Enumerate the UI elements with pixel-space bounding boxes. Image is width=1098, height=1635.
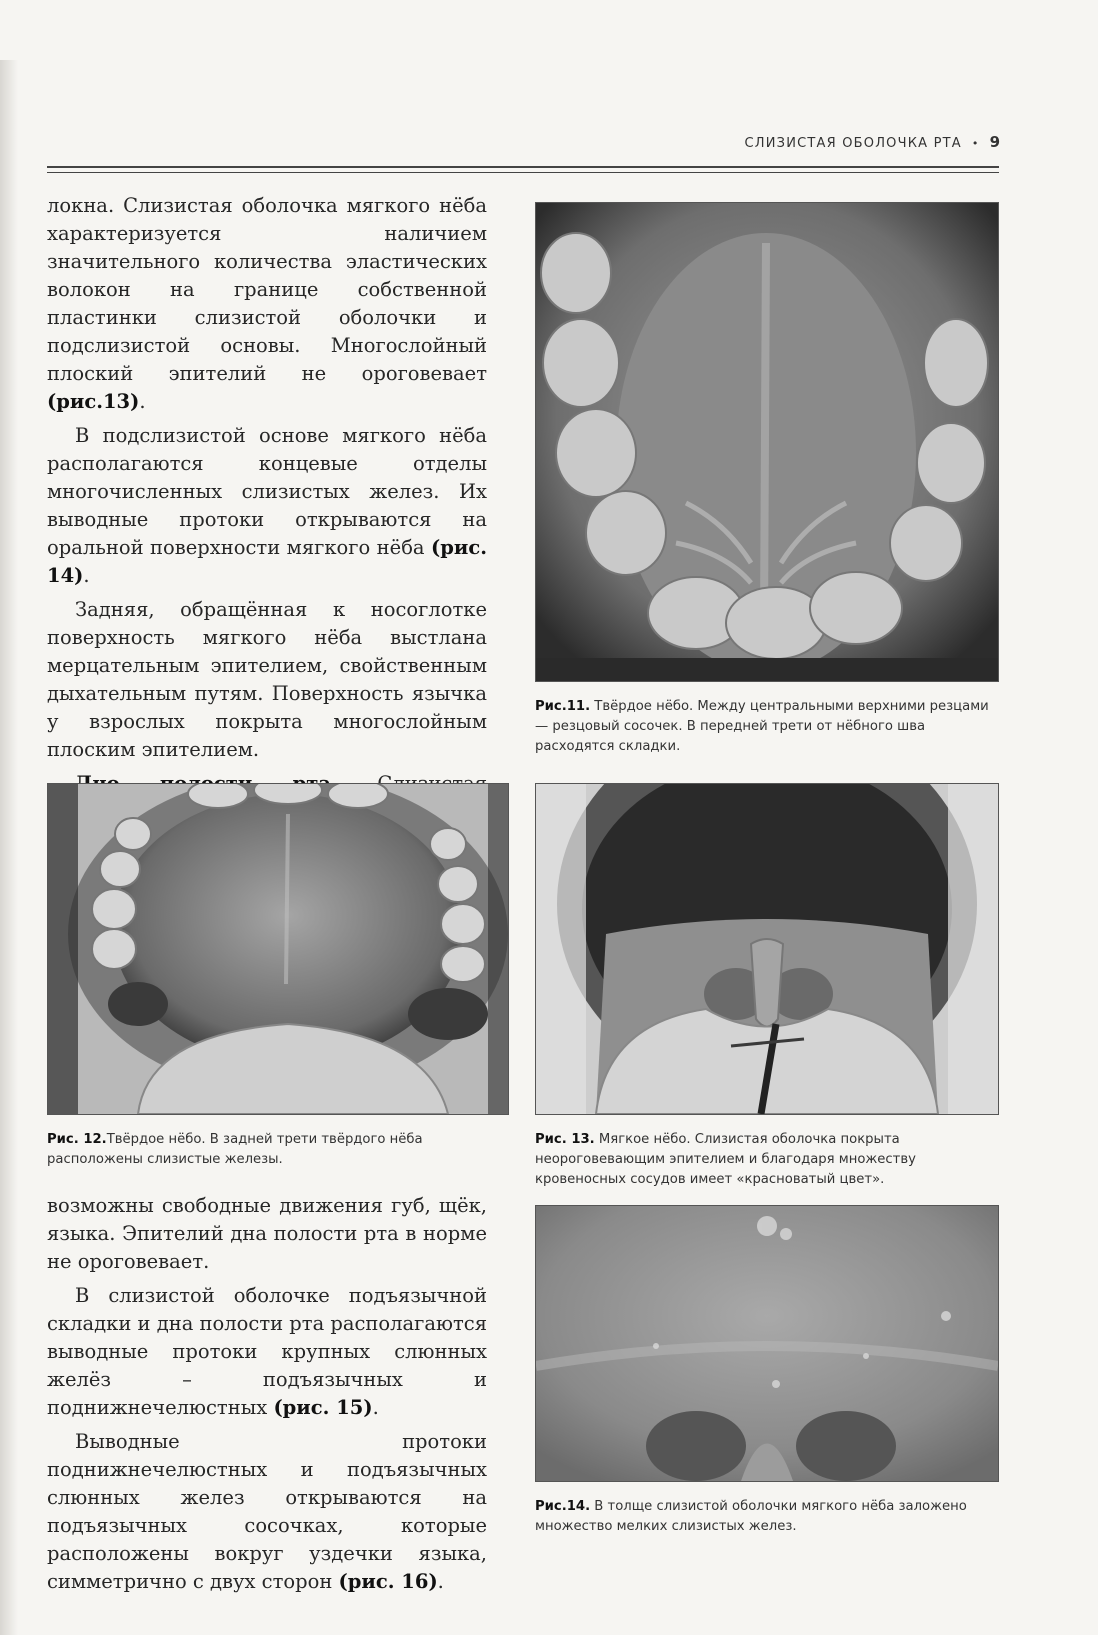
figure-label: Рис.11. bbox=[535, 699, 591, 714]
page-number: 9 bbox=[989, 133, 1000, 151]
figure-13-caption: Рис. 13. Мягкое нёбо. Слизистая оболочка покрыта неороговевающим эпителием и благодаря множеству кровеносных сосудов имеет «красноватый цвет». bbox=[535, 1132, 916, 1187]
paragraph: возможны свободные движения губ, щёк, языка. Эпителий дна полости рта в норме не ороговевает. bbox=[47, 1194, 487, 1273]
running-header bbox=[700, 133, 1000, 151]
hard-palate-photo bbox=[536, 203, 998, 681]
open-mouth-palate-photo bbox=[48, 784, 508, 1114]
paragraph: В подслизистой основе мягкого нёба располагаются концевые отделы многочисленных слизистых желез. Их выводные протоки открываются на оральной поверхности мягкого нёба (рис. 14). bbox=[47, 424, 487, 587]
figure-reference: (рис. 16) bbox=[338, 1570, 438, 1593]
left-column-text-bottom bbox=[47, 1192, 487, 1602]
header-separator: • bbox=[971, 137, 980, 150]
paragraph: локна. Слизистая оболочка мягкого нёба характеризуется наличием значительного количества эластических волокон на границе собственной пластинки слизистой оболочки и подслизистой основы. Многослойный плоский эпителий не ороговевает (рис.13). bbox=[47, 194, 487, 413]
running-title: СЛИЗИСТАЯ ОБОЛОЧКА РТА bbox=[744, 136, 962, 151]
figure-reference: (рис.13) bbox=[47, 390, 140, 413]
figure-12-caption: Рис. 12.Твёрдое нёбо. В задней трети твёрдого нёба расположены слизистые железы. bbox=[47, 1132, 423, 1167]
soft-palate-photo bbox=[536, 784, 998, 1114]
paragraph: В слизистой оболочке подъязычной складки и дна полости рта располагаются выводные протоки крупных слюнных желёз – подъязычных и поднижнечелюстных (рис. 15). bbox=[47, 1284, 488, 1419]
figure-label: Рис. 13. bbox=[535, 1132, 595, 1147]
paragraph: Задняя, обращённая к носоглотке поверхность мягкого нёба выстлана мерцательным эпителием, свойственным дыхательным путям. Поверхность язычка у взрослых покрыта многослойным плоским эпителием. bbox=[47, 598, 487, 761]
figure-reference: (рис. 15) bbox=[273, 1396, 373, 1419]
figure-11-caption: Рис.11. Твёрдое нёбо. Между центральными верхними резцами — резцовый сосочек. В передней трети от нёбного шва расходятся складки. bbox=[535, 699, 989, 754]
figure-14-caption: Рис.14. В толще слизистой оболочки мягкого нёба заложено множество мелких слизистых желез. bbox=[535, 1499, 967, 1534]
figure-label: Рис. 12. bbox=[47, 1132, 107, 1147]
figure-reference: (рис. 14) bbox=[47, 536, 487, 587]
figure-14-photo bbox=[535, 1205, 999, 1482]
figure-11-photo bbox=[535, 202, 999, 682]
soft-palate-glands-photo bbox=[536, 1206, 998, 1481]
figure-label: Рис.14. bbox=[535, 1499, 591, 1514]
header-rule-thin bbox=[47, 172, 999, 173]
figure-13-photo bbox=[535, 783, 999, 1115]
figure-12-photo bbox=[47, 783, 509, 1115]
paragraph: Выводные протоки поднижнечелюстных и подъязычных слюнных желез открываются на подъязычных сосочках, которые расположены вокруг уздечки языка, симметрично с двух сторон (рис. 16). bbox=[47, 1430, 487, 1593]
page-edge-shadow bbox=[0, 60, 18, 1635]
header-rule bbox=[47, 166, 999, 168]
